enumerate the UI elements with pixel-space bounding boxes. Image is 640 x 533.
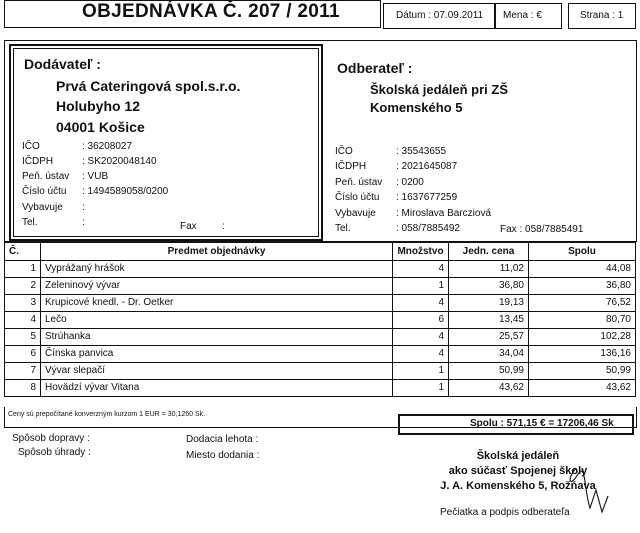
supplier-contact-label: Vybavuje bbox=[22, 202, 63, 213]
row-qty: 6 bbox=[393, 312, 449, 329]
supplier-contact-value: : bbox=[82, 202, 85, 213]
row-qty: 4 bbox=[393, 329, 449, 346]
row-total: 44,08 bbox=[529, 261, 636, 278]
buyer-contact-value: : Miroslava Barcziová bbox=[396, 208, 492, 219]
row-price: 25,57 bbox=[449, 329, 529, 346]
delivery-term-label: Dodacia lehota : bbox=[186, 434, 259, 445]
stamp-line-3: J. A. Komenského 5, Rožňava bbox=[440, 480, 596, 492]
supplier-heading: Dodávateľ : bbox=[24, 56, 101, 72]
row-no: 7 bbox=[5, 363, 41, 380]
row-no: 8 bbox=[5, 380, 41, 397]
buyer-bank-value: : 0200 bbox=[396, 177, 424, 188]
row-no: 1 bbox=[5, 261, 41, 278]
buyer-icdph-label: IČDPH bbox=[335, 161, 367, 172]
buyer-contact-label: Vybavuje bbox=[335, 208, 376, 219]
order-currency: Mena : € bbox=[503, 10, 542, 21]
table-row bbox=[5, 278, 636, 295]
row-total: 76,52 bbox=[529, 295, 636, 312]
table-row bbox=[5, 380, 636, 397]
col-header-total: Spolu bbox=[529, 243, 636, 261]
payment-label: Spôsob úhrady : bbox=[18, 447, 91, 458]
buyer-name: Školská jedáleň pri ZŠ bbox=[370, 82, 508, 97]
row-qty: 4 bbox=[393, 261, 449, 278]
row-no: 6 bbox=[5, 346, 41, 363]
buyer-bank-label: Peň. ústav bbox=[335, 177, 383, 188]
row-price: 36,80 bbox=[449, 278, 529, 295]
signature-label: Pečiatka a podpis odberateľa bbox=[440, 507, 570, 518]
order-title: OBJEDNÁVKA Č. 207 / 2011 bbox=[82, 1, 340, 22]
table-row bbox=[5, 363, 636, 380]
row-item: Čínska panvica bbox=[41, 346, 393, 363]
transport-label: Spôsob dopravy : bbox=[12, 433, 90, 444]
row-qty: 4 bbox=[393, 346, 449, 363]
buyer-fax: Fax : 058/7885491 bbox=[500, 224, 584, 235]
buyer-account-value: : 1637677259 bbox=[396, 192, 458, 203]
buyer-ico-value: : 35543655 bbox=[396, 146, 447, 157]
row-item: Hovädzí vývar Vitana bbox=[41, 380, 393, 397]
grand-total: Spolu : 571,15 € = 17206,46 Sk bbox=[470, 418, 614, 429]
buyer-heading: Odberateľ : bbox=[337, 60, 413, 76]
row-total: 43,62 bbox=[529, 380, 636, 397]
supplier-city: 04001 Košice bbox=[56, 119, 145, 135]
supplier-tel-label: Tel. bbox=[22, 217, 38, 228]
delivery-place-label: Miesto dodania : bbox=[186, 450, 260, 461]
row-total: 50,99 bbox=[529, 363, 636, 380]
col-header-qty: Množstvo bbox=[393, 243, 449, 261]
items-table bbox=[4, 242, 636, 397]
order-page: Strana : 1 bbox=[580, 10, 624, 21]
supplier-fax-label: Fax bbox=[180, 221, 197, 232]
table-row bbox=[5, 261, 636, 278]
supplier-ico-value: : 36208027 bbox=[82, 141, 133, 152]
supplier-street: Holubyho 12 bbox=[56, 98, 141, 114]
row-item: Zeleninový vývar bbox=[41, 278, 393, 295]
row-item: Vyprážaný hrášok bbox=[41, 261, 393, 278]
col-header-item: Predmet objednávky bbox=[41, 243, 393, 261]
supplier-account-value: : 1494589058/0200 bbox=[82, 186, 169, 197]
table-row bbox=[5, 346, 636, 363]
supplier-fax-value: : bbox=[222, 221, 225, 232]
supplier-name: Prvá Cateringová spol.s.r.o. bbox=[56, 78, 241, 94]
buyer-account-label: Číslo účtu bbox=[335, 192, 380, 203]
row-qty: 4 bbox=[393, 295, 449, 312]
col-header-no: Č. bbox=[5, 243, 41, 261]
supplier-account-label: Číslo účtu bbox=[22, 186, 67, 197]
row-no: 2 bbox=[5, 278, 41, 295]
row-qty: 1 bbox=[393, 380, 449, 397]
table-row bbox=[5, 329, 636, 346]
row-item: Vývar slepačí bbox=[41, 363, 393, 380]
row-price: 13,45 bbox=[449, 312, 529, 329]
supplier-ico-label: IČO bbox=[22, 141, 40, 152]
row-qty: 1 bbox=[393, 363, 449, 380]
row-item: Strúhanka bbox=[41, 329, 393, 346]
row-item: Krupicové knedl. - Dr. Oetker bbox=[41, 295, 393, 312]
supplier-tel-value: : bbox=[82, 217, 85, 228]
row-no: 4 bbox=[5, 312, 41, 329]
supplier-bank-label: Peň. ústav bbox=[22, 171, 70, 182]
conversion-note: Ceny sú prepočítané konverzným kurzom 1 EUR = 30,1260 Sk. bbox=[8, 411, 206, 418]
table-row bbox=[5, 312, 636, 329]
row-item: Lečo bbox=[41, 312, 393, 329]
row-price: 34,04 bbox=[449, 346, 529, 363]
buyer-street: Komenského 5 bbox=[370, 100, 463, 115]
row-qty: 1 bbox=[393, 278, 449, 295]
supplier-bank-value: : VUB bbox=[82, 171, 109, 182]
buyer-tel-label: Tel. bbox=[335, 223, 351, 234]
order-date: Dátum : 07.09.2011 bbox=[396, 10, 484, 21]
row-total: 136,16 bbox=[529, 346, 636, 363]
buyer-icdph-value: : 2021645087 bbox=[396, 161, 458, 172]
row-price: 11,02 bbox=[449, 261, 529, 278]
stamp-line-1: Školská jedáleň bbox=[476, 450, 560, 462]
buyer-ico-label: IČO bbox=[335, 146, 353, 157]
row-total: 80,70 bbox=[529, 312, 636, 329]
buyer-tel-value: : 058/7885492 bbox=[396, 223, 460, 234]
supplier-icdph-value: : SK2020048140 bbox=[82, 156, 157, 167]
row-total: 36,80 bbox=[529, 278, 636, 295]
stamp-line-2: ako súčasť Spojenej školy bbox=[448, 465, 588, 477]
supplier-icdph-label: IČDPH bbox=[22, 156, 54, 167]
col-header-price: Jedn. cena bbox=[449, 243, 529, 261]
row-no: 5 bbox=[5, 329, 41, 346]
row-price: 50,99 bbox=[449, 363, 529, 380]
row-price: 19,13 bbox=[449, 295, 529, 312]
row-total: 102,28 bbox=[529, 329, 636, 346]
row-price: 43,62 bbox=[449, 380, 529, 397]
row-no: 3 bbox=[5, 295, 41, 312]
table-row bbox=[5, 295, 636, 312]
items-header-row bbox=[5, 243, 636, 261]
